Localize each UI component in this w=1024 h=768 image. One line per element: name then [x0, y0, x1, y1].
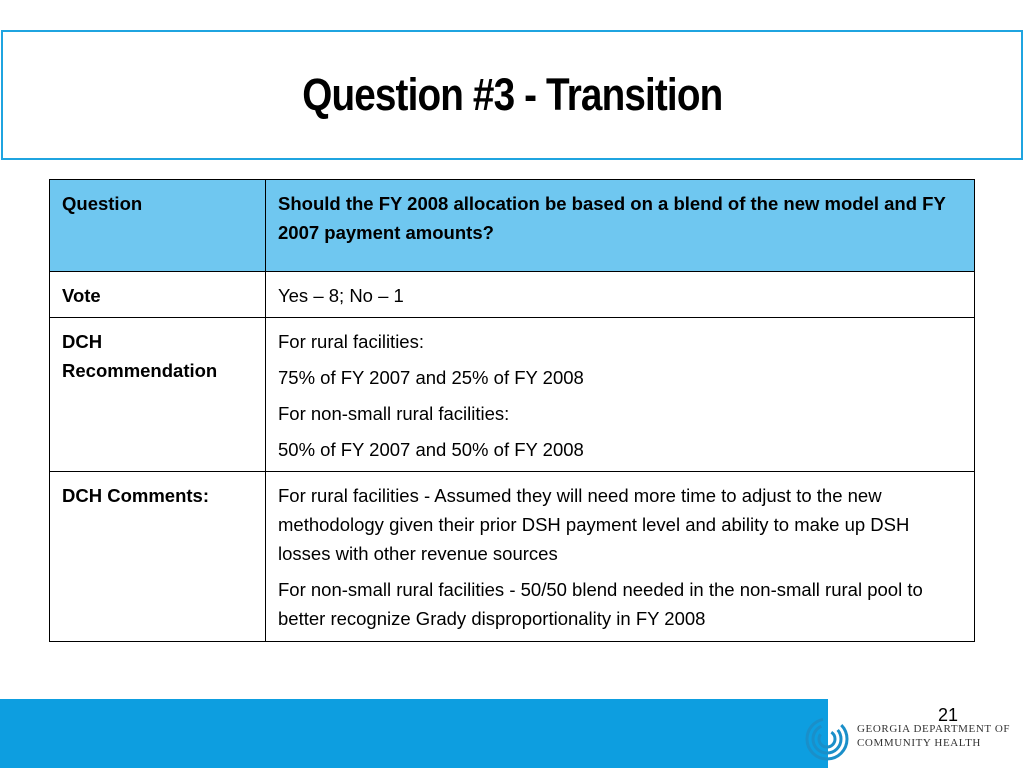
table-row-vote: [50, 272, 975, 318]
recommendation-label: DCH Recommendation: [62, 331, 218, 381]
dch-swirl-logo-icon: [804, 716, 850, 762]
vote-result: Yes – 8; No – 1: [278, 285, 404, 306]
comment-paragraph: For non-small rural facilities - 50/50 blend needed in the non-small rural pool to better recognize Grady disproportionality in FY 2008: [278, 579, 923, 629]
logo-line-1: GEORGIA DEPARTMENT OF: [857, 723, 1011, 735]
recommendation-line: For rural facilities:: [278, 331, 424, 352]
table-row-question: [50, 180, 975, 272]
recommendation-line: 50% of FY 2007 and 50% of FY 2008: [278, 439, 584, 460]
footer-bar: [0, 699, 828, 768]
comment-paragraph: For rural facilities - Assumed they will need more time to adjust to the new methodology given their prior DSH payment level and ability to make up DSH losses with other revenue sources: [278, 485, 910, 564]
logo-wordmark: [857, 722, 1010, 750]
table-row-recommendation: [50, 318, 975, 472]
question-text: Should the FY 2008 allocation be based on a blend of the new model and FY 2007 payment amounts?: [278, 193, 946, 243]
recommendation-line: For non-small rural facilities:: [278, 403, 510, 424]
title-box: [1, 30, 1023, 160]
decision-table: [49, 179, 975, 642]
recommendation-cell: [266, 318, 975, 472]
comments-cell: [266, 472, 975, 642]
slide-title: Question #3 - Transition: [301, 69, 723, 120]
row-label-recommendation: [50, 318, 266, 472]
logo-line-2: COMMUNITY HEALTH: [857, 737, 981, 749]
table-row-comments: [50, 472, 975, 642]
recommendation-line: 75% of FY 2007 and 25% of FY 2008: [278, 367, 584, 388]
question-text-cell: [266, 180, 975, 272]
row-label-vote: Vote: [50, 272, 266, 318]
page-number: 21: [938, 705, 959, 725]
vote-cell: [266, 272, 975, 318]
row-label-question: Question: [50, 180, 266, 272]
row-label-comments: DCH Comments:: [50, 472, 266, 642]
